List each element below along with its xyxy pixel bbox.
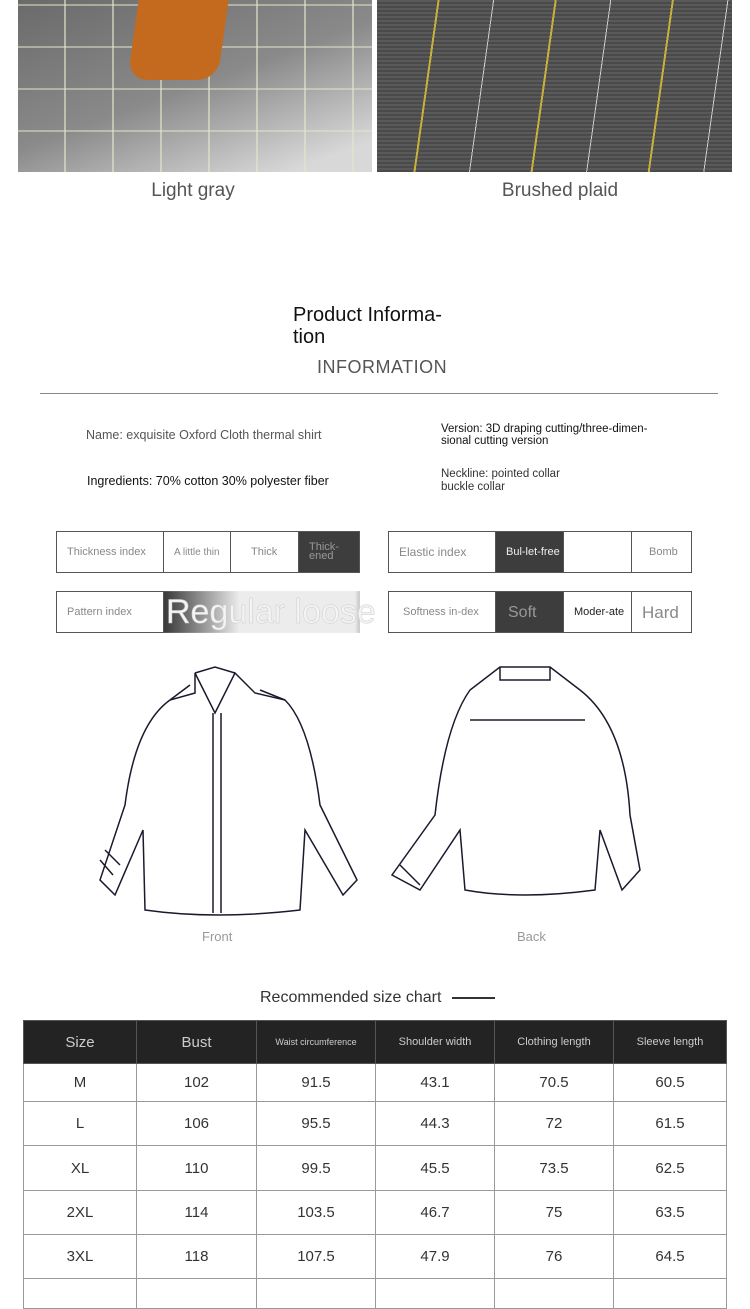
table-row [24,1279,727,1309]
table-cell: 95.5 [257,1102,376,1146]
index-label: Softness in-dex [389,592,496,632]
front-label: Front [202,929,233,944]
info-name: Name: exquisite Oxford Cloth thermal shirt [86,428,322,442]
size-chart-title: Recommended size chart [260,989,442,1006]
header-cell: Size [24,1021,137,1064]
table-cell: 64.5 [614,1235,727,1279]
shirt-front-diagram [95,665,365,920]
table-cell: 102 [137,1064,257,1102]
pattern-value: Regular loose [166,593,376,631]
table-cell: 106 [137,1102,257,1146]
softness-index [388,591,692,633]
header-cell: Shoulder width [376,1021,495,1064]
elastic-index [388,531,692,573]
shirt-back-diagram [390,665,650,900]
back-label: Back [517,929,546,944]
table-cell: 73.5 [495,1146,614,1191]
table-cell: L [24,1102,137,1146]
table-row [24,1235,727,1279]
table-cell: M [24,1064,137,1102]
table-cell: 114 [137,1191,257,1235]
index-option: Moder-ate [564,592,632,632]
table-row [24,1064,727,1102]
index-option: A little thin [164,532,231,572]
index-option-selected: Bul-let-free [496,532,564,572]
index-option: Bomb [649,545,678,558]
table-cell [376,1279,495,1309]
index-label: Thickness index [57,532,164,572]
table-cell: 3XL [24,1235,137,1279]
size-chart-table [23,1020,727,1309]
table-cell: 60.5 [614,1064,727,1102]
index-option: Thick [231,532,299,572]
table-header [24,1021,727,1064]
table-cell: 72 [495,1102,614,1146]
brushed-plaid-photo [377,0,732,172]
table-cell: 99.5 [257,1146,376,1191]
table-cell: 43.1 [376,1064,495,1102]
table-cell: 76 [495,1235,614,1279]
header-cell: Sleeve length [614,1021,727,1064]
color-caption: Brushed plaid [501,180,619,201]
table-cell: 2XL [24,1191,137,1235]
light-gray-photo [18,0,372,172]
header-cell: Bust [137,1021,257,1064]
header-cell: Clothing length [495,1021,614,1064]
index-label: Elastic index [389,532,496,572]
info-neckline: Neckline: pointed collar buckle collar [441,468,560,493]
index-option-selected: Thick-ened [299,532,359,572]
table-cell [137,1279,257,1309]
title-dash [452,997,495,999]
index-option [564,532,632,572]
table-cell [495,1279,614,1309]
color-caption: Light gray [151,180,235,201]
table-cell: 47.9 [376,1235,495,1279]
table-cell: 44.3 [376,1102,495,1146]
index-option: Hard [642,602,679,622]
thickness-index [56,531,360,573]
header-cell: Waist circumference [257,1021,376,1064]
table-cell: 45.5 [376,1146,495,1191]
table-cell: 61.5 [614,1102,727,1146]
table-cell: 70.5 [495,1064,614,1102]
table-cell: 62.5 [614,1146,727,1191]
index-label: Pattern index [57,592,164,632]
section-subtitle: INFORMATION [317,357,448,377]
info-ingredients: Ingredients: 70% cotton 30% polyester fiber [87,474,329,488]
table-cell: 110 [137,1146,257,1191]
index-option-selected: Soft [496,592,564,632]
table-row [24,1102,727,1146]
table-cell: 46.7 [376,1191,495,1235]
divider [40,393,718,394]
info-version: Version: 3D draping cutting/three-dimen- sional cutting version [441,423,648,447]
table-cell [257,1279,376,1309]
table-cell: 75 [495,1191,614,1235]
table-cell: 91.5 [257,1064,376,1102]
section-title: Product Informa- tion [293,304,442,348]
table-cell: 107.5 [257,1235,376,1279]
table-cell: 63.5 [614,1191,727,1235]
table-cell [614,1279,727,1309]
table-cell [24,1279,137,1309]
table-row [24,1191,727,1235]
table-cell: 103.5 [257,1191,376,1235]
table-cell: XL [24,1146,137,1191]
table-row [24,1146,727,1191]
table-cell: 118 [137,1235,257,1279]
